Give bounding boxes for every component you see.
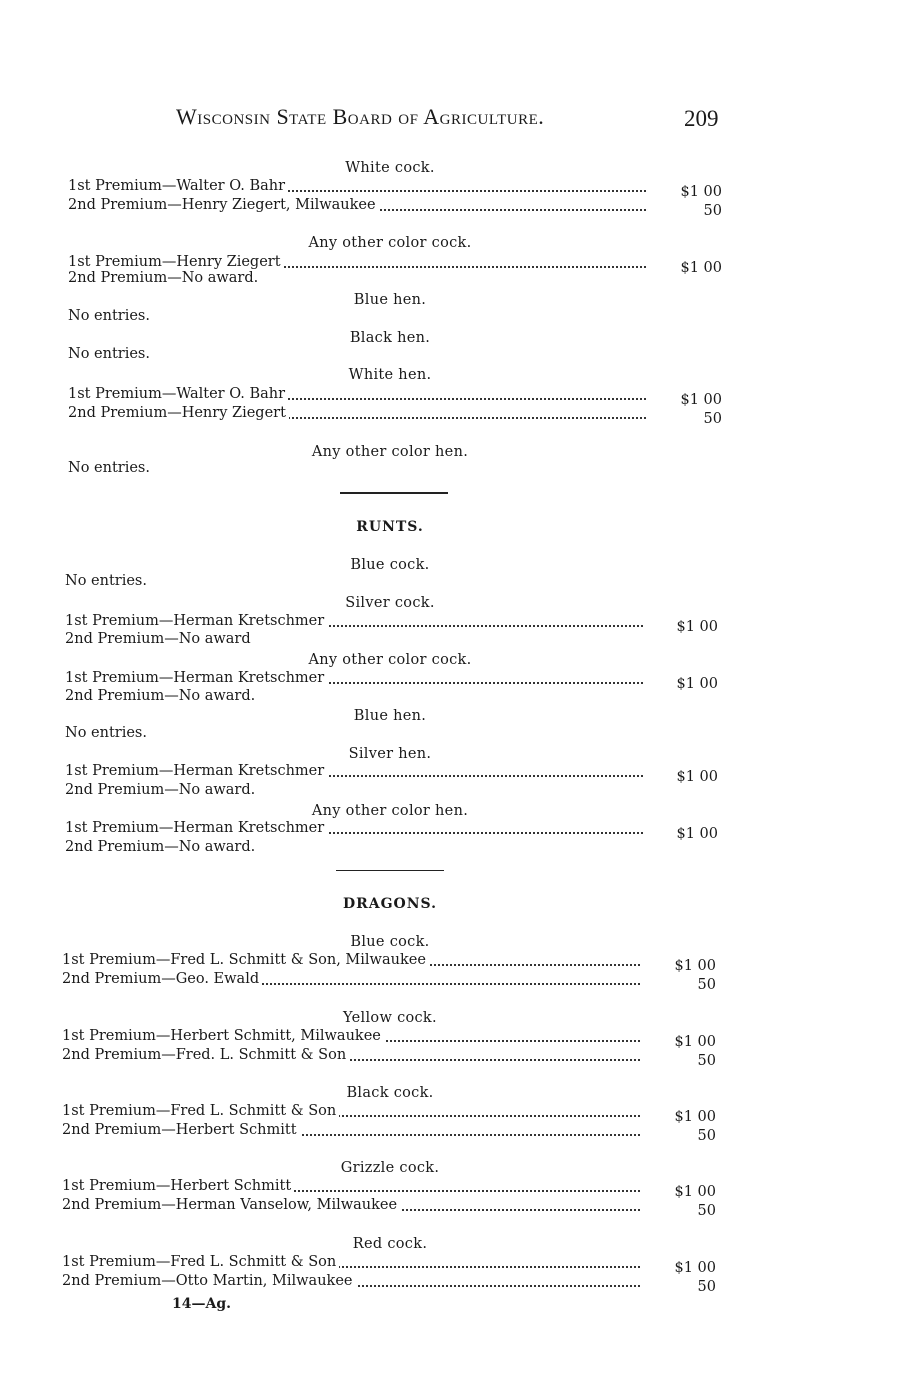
premium-entry	[62, 970, 640, 988]
premium-entry	[68, 404, 646, 422]
premium-entry	[65, 669, 643, 687]
premium-amount: $1 00	[674, 1184, 716, 1200]
premium-amount: $1 00	[676, 826, 718, 842]
signature-mark: 14—Ag.	[172, 1296, 232, 1312]
premium-amount: $1 00	[680, 184, 722, 200]
class-subheading: Black cock.	[346, 1085, 434, 1101]
premium-amount: 50	[697, 1203, 716, 1219]
class-subheading: Any other color hen.	[311, 444, 469, 460]
premium-amount: $1 00	[680, 392, 722, 408]
premium-label: 1st Premium—Fred L. Schmitt & Son	[62, 1254, 339, 1270]
premium-amount: $1 00	[676, 676, 718, 692]
premium-entry	[68, 253, 646, 271]
premium-entry	[65, 819, 643, 837]
premium-label: 2nd Premium—Herman Vanselow, Milwaukee	[62, 1197, 400, 1213]
class-subheading: Any other color hen.	[311, 803, 469, 819]
entry-note: 2nd Premium—No award.	[65, 688, 256, 704]
premium-entry	[62, 1177, 640, 1195]
premium-label: 2nd Premium—Fred. L. Schmitt & Son	[62, 1047, 349, 1063]
entry-note: No entries.	[68, 346, 150, 362]
entry-note: No entries.	[65, 725, 147, 741]
class-subheading: Any other color cock.	[308, 652, 472, 668]
section-title-dragons: DRAGONS.	[342, 896, 438, 912]
premium-entry	[68, 385, 646, 403]
premium-amount: $1 00	[680, 260, 722, 276]
premium-amount: $1 00	[674, 1260, 716, 1276]
section-title-runts: RUNTS.	[356, 519, 424, 535]
class-subheading: White cock.	[345, 160, 435, 176]
premium-entry	[65, 612, 643, 630]
premium-label: 1st Premium—Fred L. Schmitt & Son, Milwaukee	[62, 952, 429, 968]
entry-note: 2nd Premium—No award.	[65, 782, 256, 798]
premium-entry	[62, 1027, 640, 1045]
entry-note: 2nd Premium—No award.	[65, 839, 256, 855]
premium-label: 2nd Premium—Geo. Ewald	[62, 971, 262, 987]
premium-label: 2nd Premium—Herbert Schmitt	[62, 1122, 300, 1138]
premium-amount: 50	[697, 1053, 716, 1069]
page-number: 209	[684, 106, 719, 131]
premium-label: 1st Premium—Henry Ziegert	[68, 254, 284, 270]
class-subheading: Blue cock.	[350, 557, 430, 573]
class-subheading: Blue hen.	[353, 708, 427, 724]
premium-label: 2nd Premium—Henry Ziegert, Milwaukee	[68, 197, 379, 213]
premium-amount: $1 00	[676, 769, 718, 785]
premium-label: 1st Premium—Herbert Schmitt, Milwaukee	[62, 1028, 384, 1044]
premium-entry	[62, 1272, 640, 1290]
premium-label: 1st Premium—Fred L. Schmitt & Son	[62, 1103, 339, 1119]
class-subheading: Any other color cock.	[308, 235, 472, 251]
class-subheading: Black hen.	[349, 330, 431, 346]
class-subheading: Red cock.	[352, 1236, 428, 1252]
premium-amount: 50	[703, 411, 722, 427]
class-subheading: Blue hen.	[353, 292, 427, 308]
premium-label: 2nd Premium—Henry Ziegert	[68, 405, 289, 421]
entry-note: 2nd Premium—No award.	[68, 270, 259, 286]
premium-entry	[68, 177, 646, 195]
premium-label: 1st Premium—Herman Kretschmer	[65, 820, 327, 836]
premium-amount: 50	[697, 1279, 716, 1295]
class-subheading: Grizzle cock.	[340, 1160, 440, 1176]
premium-label: 1st Premium—Herman Kretschmer	[65, 763, 327, 779]
premium-amount: 50	[697, 977, 716, 993]
class-subheading: Blue cock.	[350, 934, 430, 950]
premium-entry	[62, 1046, 640, 1064]
entry-note: No entries.	[68, 308, 150, 324]
premium-entry	[62, 1121, 640, 1139]
class-subheading: Yellow cock.	[343, 1010, 437, 1026]
premium-amount: $1 00	[674, 1109, 716, 1125]
premium-label: 1st Premium—Herbert Schmitt	[62, 1178, 294, 1194]
premium-label: 1st Premium—Herman Kretschmer	[65, 670, 327, 686]
premium-amount: 50	[697, 1128, 716, 1144]
premium-entry	[65, 762, 643, 780]
premium-entry	[62, 951, 640, 969]
premium-amount: $1 00	[674, 958, 716, 974]
premium-amount: 50	[703, 203, 722, 219]
premium-entry	[62, 1196, 640, 1214]
section-divider	[340, 492, 448, 494]
premium-label: 1st Premium—Walter O. Bahr	[68, 178, 288, 194]
section-divider	[336, 870, 444, 871]
class-subheading: White hen.	[348, 367, 432, 383]
class-subheading: Silver cock.	[345, 595, 435, 611]
class-subheading: Silver hen.	[348, 746, 432, 762]
premium-label: 1st Premium—Herman Kretschmer	[65, 613, 327, 629]
entry-note: No entries.	[65, 573, 147, 589]
running-header: Wisconsin State Board of Agriculture.	[176, 104, 545, 129]
premium-entry	[68, 196, 646, 214]
premium-amount: $1 00	[674, 1034, 716, 1050]
premium-entry	[62, 1102, 640, 1120]
premium-label: 2nd Premium—Otto Martin, Milwaukee	[62, 1273, 356, 1289]
entry-note: 2nd Premium—No award	[65, 631, 251, 647]
premium-entry	[62, 1253, 640, 1271]
entry-note: No entries.	[68, 460, 150, 476]
premium-label: 1st Premium—Walter O. Bahr	[68, 386, 288, 402]
premium-amount: $1 00	[676, 619, 718, 635]
